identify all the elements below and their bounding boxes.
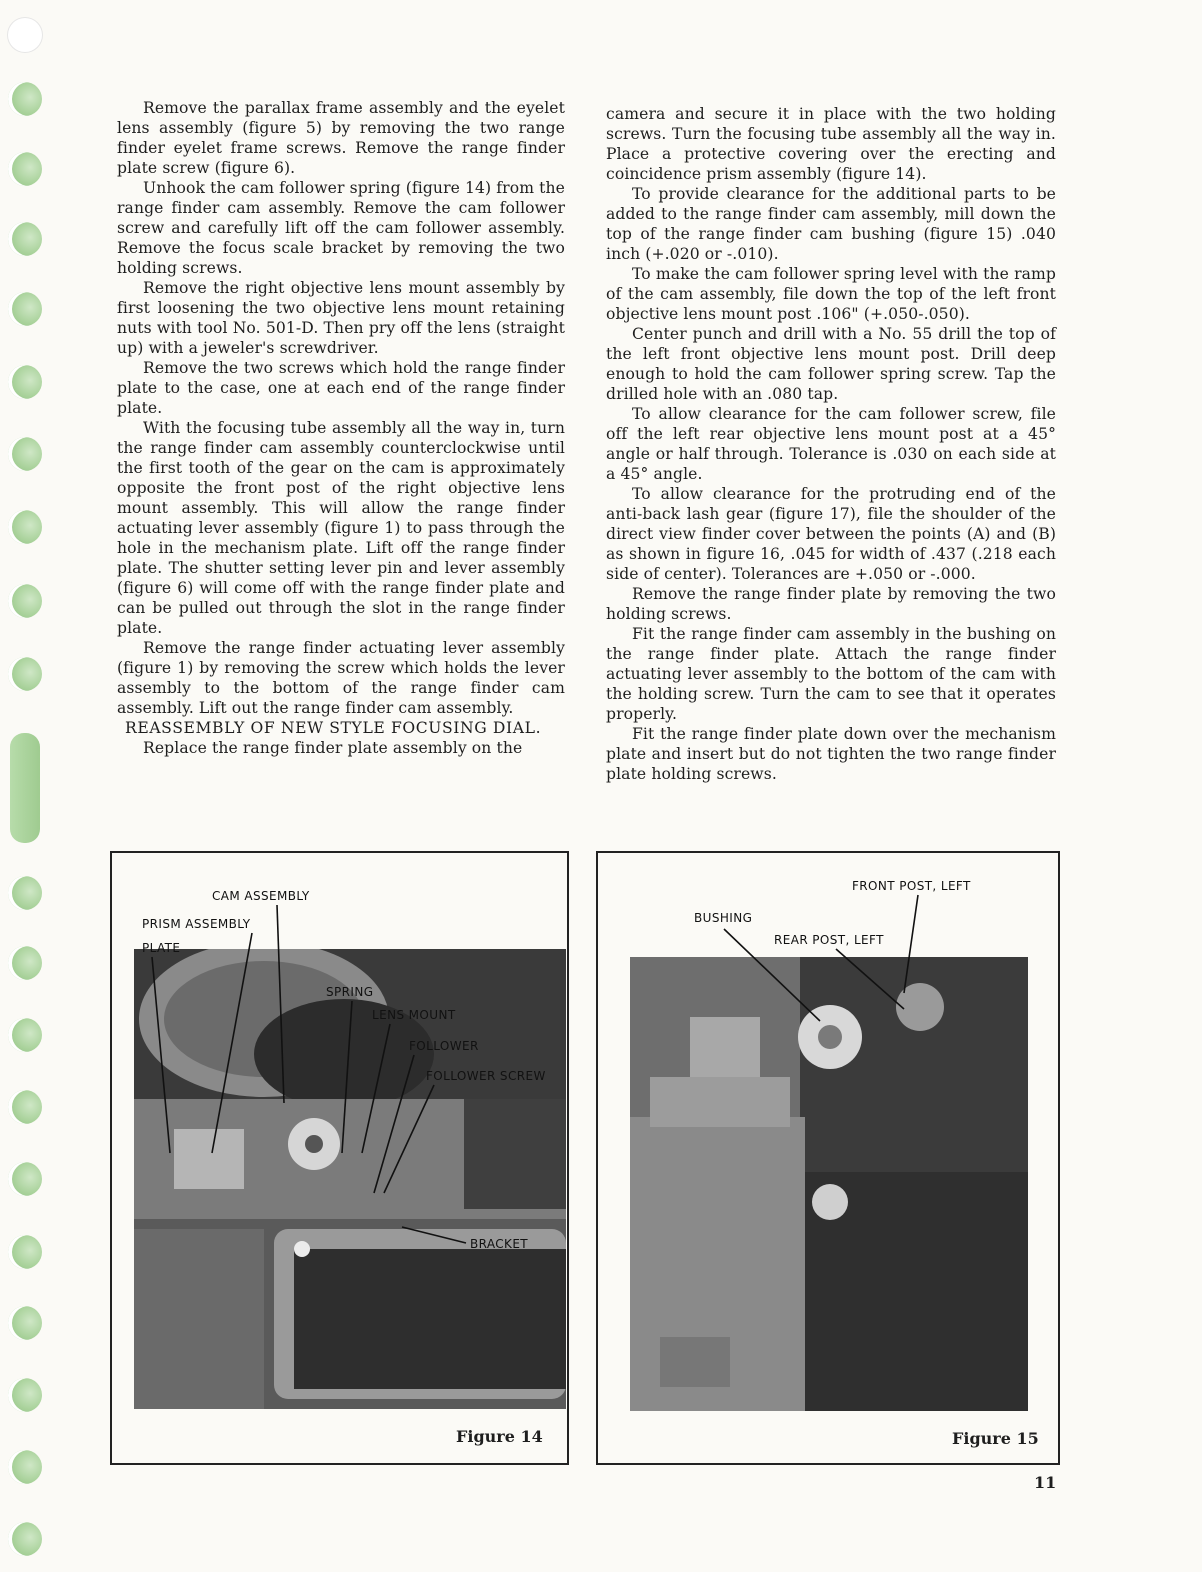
binding-tab: [10, 733, 40, 843]
binding-hole: [8, 365, 42, 399]
figure-14: [110, 851, 569, 1465]
binding-hole: [8, 876, 42, 910]
figure-14-leader-lines: [112, 853, 567, 1463]
binding-hole: [8, 292, 42, 326]
figure-15: [596, 851, 1060, 1465]
callout-bushing: BUSHING: [694, 911, 753, 925]
paragraph: Remove the two screws which hold the range finder plate to the case, one at each end of the range finder plate.: [117, 359, 565, 417]
paragraph: With the focusing tube assembly all the way in, turn the range finder cam assembly counterclockwise until the first tooth of the gear on the cam is approximately opposite the front post of the right objective lens mount assembly. This will allow the range finder actuating lever assembly (figure 1) to pass through the hole in the mechanism plate. Lift off the range finder plate. The shutter setting lever pin and lever assembly (figure 6) will come off with the range finder plate and can be pulled out through the slot in the range finder plate.: [117, 419, 565, 637]
binding-hole: [8, 1018, 42, 1052]
callout-front-post-left: FRONT POST, LEFT: [852, 879, 971, 893]
callout-bracket: BRACKET: [470, 1237, 529, 1251]
binding-hole: [8, 1450, 42, 1484]
spiral-binding: [0, 0, 60, 1572]
paragraph: Remove the right objective lens mount assembly by first loosening the two objective lens mount retaining nuts with tool No. 501-D. Then pry off the lens (straight up) with a jeweler's screwdriver.: [117, 279, 565, 357]
callout-cam-assembly: CAM ASSEMBLY: [212, 889, 310, 903]
binding-hole: [8, 657, 42, 691]
right-text-column: [606, 104, 1056, 784]
binding-hole: [8, 222, 42, 256]
page-number: 11: [1034, 1473, 1057, 1492]
callout-follower-screw: FOLLOWER SCREW: [426, 1069, 546, 1083]
binding-hole: [8, 1090, 42, 1124]
paragraph: Remove the range finder actuating lever assembly (figure 1) by removing the screw which holds the lever assembly to the bottom of the range finder cam assembly. Lift out the range finder cam assembly.: [117, 639, 565, 717]
callout-plate: PLATE: [142, 941, 181, 955]
binding-hole: [8, 1522, 42, 1556]
paragraph: Replace the range finder plate assembly on the: [143, 739, 523, 757]
binding-hole: [8, 152, 42, 186]
callout-spring: SPRING: [326, 985, 374, 999]
callout-follower: FOLLOWER: [409, 1039, 479, 1053]
figure-14-caption: Figure 14: [456, 1427, 543, 1446]
binding-hole: [8, 584, 42, 618]
paragraph: To allow clearance for the protruding end of the anti-back lash gear (figure 17), file the shoulder of the direct view finder cover between the points (A) and (B) as shown in figure 16, .045 for width of .437 (.218 each side of center). Tolerances are +.050 or -.000.: [606, 485, 1056, 583]
left-text-column: [117, 98, 565, 758]
binding-hole: [8, 946, 42, 980]
paragraph: Remove the parallax frame assembly and the eyelet lens assembly (figure 5) by removing the two range finder eyelet frame screws. Remove the range finder plate screw (figure 6).: [117, 99, 565, 177]
figure-15-leader-lines: [598, 853, 1058, 1463]
paragraph: Fit the range finder plate down over the mechanism plate and insert but do not tighten the two range finder plate holding screws.: [606, 725, 1056, 783]
binding-hole: [8, 1378, 42, 1412]
paragraph: To provide clearance for the additional parts to be added to the range finder cam assembly, mill down the top of the range finder cam bushing (figure 15) .040 inch (+.020 or -.010).: [606, 185, 1056, 263]
binding-hole: [8, 1306, 42, 1340]
callout-rear-post-left: REAR POST, LEFT: [774, 933, 884, 947]
figure-15-caption: Figure 15: [952, 1429, 1039, 1448]
paragraph: Fit the range finder cam assembly in the bushing on the range finder plate. Attach the range finder actuating lever assembly to the bottom of the cam with the holding screw. Turn the cam to see that it operates properly.: [606, 625, 1056, 723]
paragraph: Center punch and drill with a No. 55 drill the top of the left front objective lens mount post. Drill deep enough to hold the cam follower spring screw. Tap the drilled hole with an .080 tap.: [606, 325, 1056, 403]
binding-hole: [8, 18, 42, 52]
paragraph: Remove the range finder plate by removing the two holding screws.: [606, 585, 1056, 623]
paragraph: camera and secure it in place with the two holding screws. Turn the focusing tube assembly all the way in. Place a protective covering over the erecting and coincidence prism assembly (figure 14).: [606, 105, 1056, 183]
callout-lens-mount: LENS MOUNT: [372, 1008, 456, 1022]
binding-hole: [8, 437, 42, 471]
binding-hole: [8, 82, 42, 116]
callout-prism-assembly: PRISM ASSEMBLY: [142, 917, 251, 931]
section-heading: REASSEMBLY OF NEW STYLE FOCUSING DIAL.: [125, 719, 542, 737]
paragraph: Unhook the cam follower spring (figure 14) from the range finder cam assembly. Remove the cam follower screw and carefully lift off the cam follower assembly. Remove the focus scale bracket by removing the two holding screws.: [117, 179, 565, 277]
binding-hole: [8, 510, 42, 544]
binding-hole: [8, 1235, 42, 1269]
binding-hole: [8, 1162, 42, 1196]
paragraph: To allow clearance for the cam follower screw, file off the left rear objective lens mount post at a 45° angle or half through. Tolerance is .030 on each side at a 45° angle.: [606, 405, 1056, 483]
paragraph: To make the cam follower spring level with the ramp of the cam assembly, file down the top of the left front objective lens mount post .106" (+.050-.050).: [606, 265, 1056, 323]
